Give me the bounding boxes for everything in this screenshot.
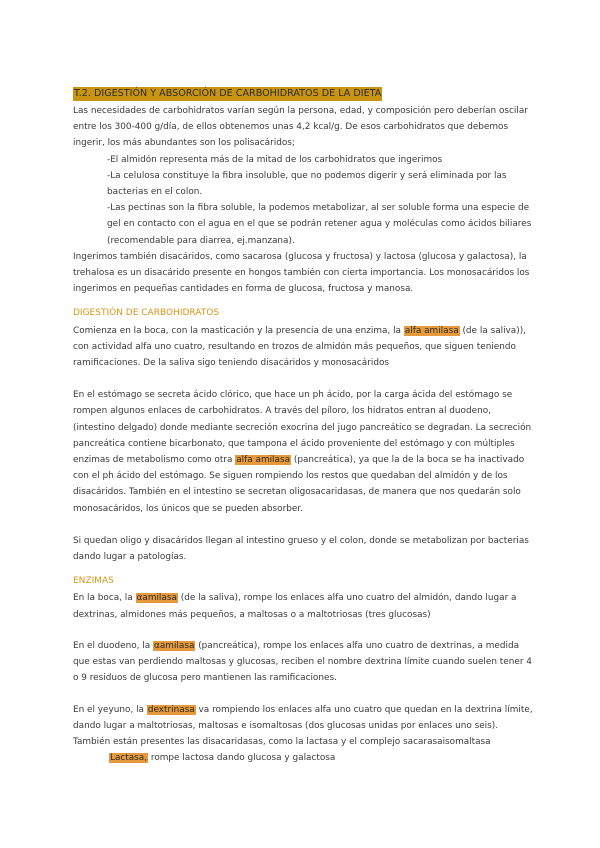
text-segment: rompe lactosa dando glucosa y galactosa [148,753,336,764]
text-segment: (pancreática), ya que la de la boca se ha inactivado con el ph ácido del estómago. Se siguen rompiendo los restos que quedaban del almidón y de los disacáridos. También en el intestino se secretan oligosacaridasas, de manera que nos quedarán solo monosacáridos, los únicos que se pueden absorber. [73,455,525,514]
highlight-lactasa: Lactasa, [110,753,148,764]
text-segment: En el estómago se secreta ácido clórico, que hace un ph ácido, por la carga ácida del estómago se rompen algunos enlaces de carbohidratos. A través del píloro, los hidratos entran al duodeno, (intestino delgado) donde mediante secreción exocrina del jugo pancreático se degradan. La secreción pancreática contiene bicarbonato, que tampona el ácido proveniente del estómago y con múltiples enzimas de metabolismo como otra [73,390,532,466]
digestion-paragraph-3: Si quedan oligo y disacáridos llegan al intestino grueso y el colon, donde se metabolizan por bacterias dando lugar a patologías. [73,535,529,563]
enzimas-paragraph-4 [73,750,535,766]
section-heading-digestion: DIGESTIÓN DE CARBOHIDRATOS [73,308,220,319]
highlight-alfa-amilasa: alfa amilasa [404,325,459,336]
list-item-almidon: -El almidón representa más de la mitad de los carbohidratos que ingerimos [107,154,443,165]
spacer [73,623,535,638]
intro-paragraph: Las necesidades de carbohidratos varían según la persona, edad, y composición pero deberían oscilar entre los 300-400 g/día, de ellos obtenemos unas 4,2 kcal/g. De esos carbohidratos que debemos ingerir, los más abundantes son los polisacáridos; [73,106,528,149]
intro-paragraph-2: Ingerimos también disacáridos, como sacarosa (glucosa y fructosa) y lactosa (glucosa y galactosa), la trehalosa es un disacárido presente en hongos también con cierta importancia. Los monosacáridos los ingerimos en pequeñas cantidades en forma de glucosa, fructosa y manosa. [73,251,530,295]
page-title: T.2. DIGESTIÓN Y ABSORCIÓN DE CARBOHIDRATOS DE LA DIETA [74,88,382,99]
document-body [73,86,535,766]
text-segment: Comienza en la boca, con la masticación y la presencia de una enzima, la [73,325,404,336]
spacer [73,687,535,702]
digestion-paragraph-1 [73,323,535,372]
enzimas-paragraph-2 [73,638,535,687]
text-segment: (de la saliva)), con actividad alfa uno cuatro, resultando en trozos de almidón más pequeños, que siguen teniendo ramificaciones. De la saliva sigo teniendo disacáridos y monosacáridos [73,325,526,369]
highlight-alfa-amilasa: alfa amilasa [236,455,291,466]
digestion-paragraph-2 [73,387,535,517]
section-heading-enzimas: ENZIMAS [73,576,114,587]
text-segment: (pancreática), rompe los enlaces alfa uno cuatro de dextrinas, a medida que estas van perdiendo maltosas y glucosas, reciben el nombre dextrina límite cuando suelen tener 4 o 9 residuos de glucosa pero mantienen las ramificaciones. [73,640,532,684]
text-segment: En la boca, la [73,593,136,604]
text-segment: (de la saliva), rompe los enlaces alfa uno cuatro del almidón, dando lugar a dextrinas, almidones más pequeños, a maltosas o a maltotriosas (tres glucosas) [73,593,517,620]
list-item-celulosa: -La celulosa constituye la fibra insoluble, que no podemos digerir y será eliminada por las bacterias en el colon. [107,170,507,198]
list-item-pectinas: -Las pectinas son la fibra soluble, la podemos metabolizar, al ser soluble forma una especie de gel en contacto con el agua en el que se podrán retener agua y moléculas como ácidos biliares (recomendable para diarrea, ej.manzana). [107,203,532,246]
text-segment: En el yeyuno, la [73,704,147,715]
text-segment: En el duodeno, la [73,640,154,651]
highlight-alpha-amilasa: αamilasa [154,640,195,651]
text-segment: va rompiendo los enlaces alfa uno cuatro que quedan en la dextrina límite, dando lugar a maltotriosas, maltosas e isomaltosas (dos glucosas unidas por enlaces uno seis). También están presentes las disacaridasas, como la lactasa y el complejo sacarasaisomaltasa [73,704,533,747]
highlight-dextrinasa: dextrinasa [147,704,195,715]
spacer [73,371,535,387]
highlight-alpha-amilasa: αamilasa [136,593,177,604]
enzimas-paragraph-1 [73,590,535,622]
polysaccharide-list [73,152,535,249]
spacer [73,517,535,533]
enzimas-paragraph-3 [73,702,535,751]
